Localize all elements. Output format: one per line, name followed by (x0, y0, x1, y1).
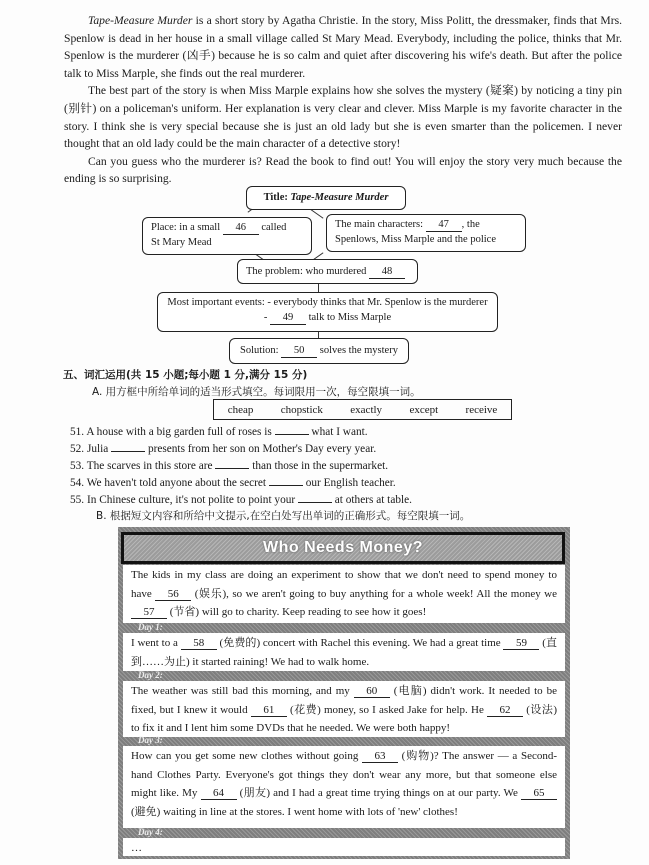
day-entry (123, 746, 565, 828)
story-paragraph (64, 82, 622, 152)
answer-blank[interactable]: 63 (362, 750, 398, 763)
question-text: at others at table. (334, 494, 412, 506)
mind-map-characters (326, 214, 526, 252)
text-segment: Can you guess who the murderer is? Read the book to find out! You will enjoy the story very much because the ending is so surprising. (64, 154, 622, 186)
part-b-instructions: B. 根据短文内容和所给中文提示,在空白处写出单词的正确形式。每空限填一词。 (96, 510, 471, 522)
text-segment: (节省) will go to charity. Keep reading to see how it goes! (167, 606, 427, 618)
mind-map-place (142, 217, 312, 255)
text-segment: (直到……为止) it started raining! We had to walk home. (131, 637, 557, 668)
question-item (70, 492, 412, 506)
answer-blank[interactable]: 50 (281, 345, 317, 358)
day-label: Day 3: (138, 735, 163, 745)
question-item (70, 424, 368, 438)
text-segment: I went to a (131, 637, 181, 649)
text-segment: (设法) to fix it and I lent him some DVDs that he needed. We were both happy! (131, 703, 557, 734)
question-text: In Chinese culture, it's not polite to point your (86, 494, 296, 506)
answer-blank[interactable] (269, 475, 303, 486)
part-a-instructions: A. 用方框中所给单词的适当形式填空。每词限用一次，每空限填一词。 (92, 386, 421, 398)
day-label: Day 1: (138, 622, 163, 632)
question-item (70, 458, 388, 472)
text-segment: called (258, 222, 287, 233)
text-segment: The problem: who murdered (246, 266, 370, 277)
day-label: Day 4: (138, 827, 163, 837)
text-segment: The kids in my class are doing an experiment to show that we don't need to spend money to have (131, 569, 557, 600)
text-segment: (朋友) and I had a great time trying things on at our party. We (236, 787, 521, 799)
answer-blank[interactable] (298, 492, 332, 503)
day-entry (123, 681, 565, 737)
answer-blank[interactable]: 59 (503, 637, 539, 650)
mind-map-solution (229, 338, 409, 364)
text-segment: talk to Miss Marple (305, 312, 392, 323)
panel-title: Who Needs Money? (121, 532, 565, 564)
question-text: Julia (86, 443, 109, 455)
text-segment: (电脑) didn't work. It needed to be fixed, but I knew it would (131, 685, 557, 716)
word: receive (465, 403, 498, 416)
question-text: The scarves in this store are (86, 460, 213, 472)
intro-paragraph (123, 565, 565, 623)
mind-map-events (157, 292, 498, 332)
story-paragraph (64, 153, 622, 188)
mind-map-problem (237, 259, 418, 284)
text-segment: Place: in a small (151, 222, 223, 233)
answer-blank[interactable]: 47 (426, 219, 462, 232)
answer-blank[interactable]: 49 (270, 312, 306, 325)
text-segment: The weather was still bad this morning, and my (131, 685, 354, 697)
question-item (70, 441, 376, 455)
answer-blank[interactable]: 48 (369, 266, 405, 279)
story-paragraph (64, 12, 622, 82)
text-segment: solves the mystery (317, 345, 398, 356)
question-text: our English teacher. (305, 477, 396, 489)
question-text: presents from her son on Mother's Day every year. (147, 443, 377, 455)
text-segment: (娱乐), so we aren't going to buy anything for a whole week! All the money we (191, 587, 558, 600)
story-passage (64, 12, 622, 188)
question-item (70, 475, 396, 489)
answer-blank[interactable]: 56 (155, 588, 191, 601)
answer-blank[interactable]: 65 (521, 787, 557, 800)
section-header: 五、词汇运用(共 15 小题;每小题 1 分,满分 15 分) (63, 369, 308, 381)
answer-blank[interactable]: 62 (487, 704, 523, 717)
answer-blank[interactable] (215, 458, 249, 469)
text-segment: (免费的) concert with Rachel this evening. We had a great time (216, 637, 504, 649)
text-segment: How can you get some new clothes without going (131, 750, 363, 762)
question-number: 51. (70, 426, 85, 438)
day-label: Day 2: (138, 670, 163, 680)
question-number: 52. (70, 443, 85, 455)
day-entry (123, 838, 565, 856)
text-segment: is a short story by Agatha Christie. In the story, Miss Politt, the dressmaker, finds that Mrs. Spenlow is dead in her house in a small village called St Mary Mead. Everybody, including the police, thinks that Mr. Spenlow is the murderer (凶手) because he is so calm and quiet after discovering his wife's death. But after the police talk to Miss Marple, she finds out the real murderer. (64, 14, 622, 80)
question-text: than those in the supermarket. (252, 460, 389, 472)
answer-blank[interactable] (111, 441, 145, 452)
answer-blank[interactable]: 61 (251, 704, 287, 717)
text-segment: Solution: (240, 345, 282, 356)
book-title: Tape-Measure Murder (88, 14, 193, 27)
text-segment: (花费) money, so I asked Jake for help. He (286, 703, 488, 716)
answer-blank[interactable] (275, 424, 309, 435)
text-segment: … (131, 842, 142, 854)
answer-blank[interactable]: 57 (131, 606, 167, 619)
word: except (409, 403, 439, 416)
text-segment: Most important events: - everybody thinks that Mr. Spenlow is the murderer (167, 297, 488, 308)
question-text: what I want. (311, 426, 368, 438)
answer-blank[interactable]: 60 (354, 685, 390, 698)
answer-blank[interactable]: 46 (223, 222, 259, 235)
text-segment: The main characters: (335, 219, 426, 230)
question-number: 53. (70, 460, 85, 472)
answer-blank[interactable]: 58 (181, 637, 217, 650)
text-segment: (购物)? The answer — a Second-hand Clothes Party. Everyone's got things they don't wear any more, but that someone else might like. My (131, 750, 557, 799)
question-text: A house with a big garden full of roses is (86, 426, 272, 438)
mind-map-title (246, 186, 406, 210)
text-segment: St Mary Mead (151, 237, 212, 248)
word-box (213, 399, 512, 420)
text-segment: , the (461, 219, 480, 230)
word: exactly (350, 403, 383, 416)
question-text: We haven't told anyone about the secret (86, 477, 267, 489)
text-segment: Spenlows, Miss Marple and the police (335, 234, 496, 245)
question-number: 55. (70, 494, 85, 506)
text-segment: - (263, 312, 270, 323)
day-entry (123, 633, 565, 671)
question-number: 54. (70, 477, 85, 489)
text-segment: The best part of the story is when Miss Marple explains how she solves the mystery (疑案) by noticing a tiny pin (别针) on a policeman's uniform. Her explanation is very clear and clever. Miss Marple is my favorite character in the story. I think she is very special because she is just an old lady but she is even smarter than the policemen. I never thought that an old lady could be the main character of a detective story! (64, 84, 622, 151)
who-needs-money-panel (118, 527, 570, 859)
word: chopstick (280, 403, 323, 416)
text-segment: (避免) waiting in line at the stores. I went home with lots of 'new' clothes! (131, 805, 458, 818)
word: cheap (227, 403, 254, 416)
title-value: Tape-Measure Murder (290, 192, 389, 203)
answer-blank[interactable]: 64 (201, 787, 237, 800)
title-label: Title: (263, 192, 291, 203)
